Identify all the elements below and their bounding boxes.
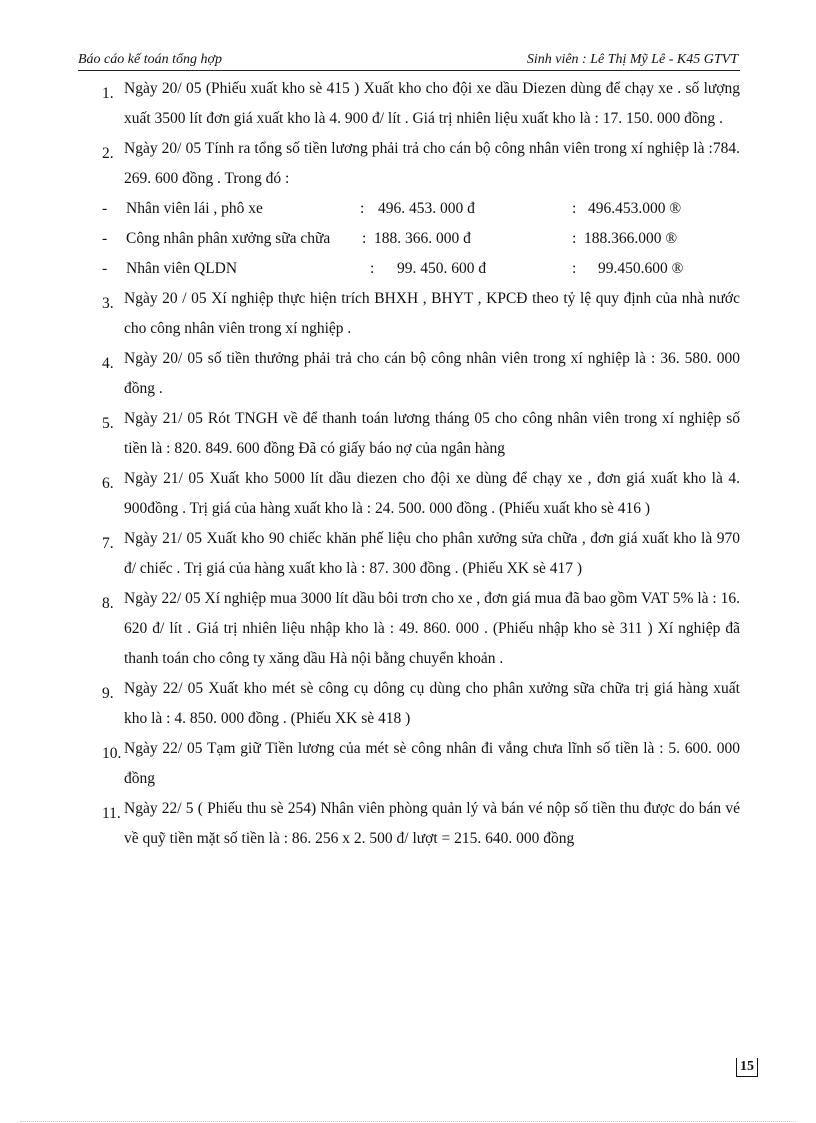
breakdown-amount-total: 99.450.600 ® [598, 260, 684, 277]
list-item [100, 584, 740, 674]
breakdown-colon: : [572, 260, 577, 277]
item-text: Ngày 22/ 05 Tạm giữ Tiền lương của mét sè công nhân đi vắng chưa lĩnh số tiền là : 5. 600. 000 đồng [124, 740, 740, 787]
breakdown-colon: : [370, 260, 375, 277]
item-text: Ngày 20 / 05 Xí nghiệp thực hiện trích BHXH , BHYT , KPCĐ theo tỷ lệ quy định của nhà nước cho công nhân viên trong xí nghiệp . [124, 290, 740, 337]
item-number: 5. [102, 415, 114, 432]
item-number: 3. [102, 295, 114, 312]
item-text: Ngày 20/ 05 (Phiếu xuất kho sè 415 ) Xuất kho cho đội xe dầu Diezen dùng để chạy xe . số lượng xuất 3500 lít đơn giá xuất kho là 4. 900 đ/ lít . Giá trị nhiên liệu xuất kho là : 17. 150. 000 đồng . [124, 80, 740, 127]
list-item [100, 524, 740, 584]
breakdown-colon: : [360, 200, 365, 217]
breakdown-amount-total: 496.453.000 ® [588, 200, 682, 217]
list-item [100, 344, 740, 404]
breakdown-colon: : [572, 200, 577, 217]
page-bottom-divider [20, 1121, 796, 1122]
breakdown-amount-total: 188.366.000 ® [584, 230, 678, 247]
list-item [100, 464, 740, 524]
report-title: Báo cáo kế toán tổng hợp [78, 52, 222, 67]
student-info: Sinh viên : Lê Thị Mỹ Lê - K45 GTVT [526, 52, 738, 67]
item-number: 6. [102, 475, 114, 492]
breakdown-amount: 99. 450. 600 đ [397, 260, 487, 277]
breakdown-amount: 496. 453. 000 đ [378, 200, 475, 217]
dash-bullet: - [102, 200, 108, 217]
breakdown-colon: : [362, 230, 367, 247]
item-number: 7. [102, 535, 114, 552]
breakdown-label: Nhân viên QLDN [126, 260, 238, 277]
item-text: Ngày 22/ 05 Xuất kho mét sè công cụ dông cụ dùng cho phân xưởng sữa chữa trị giá hàng xuất kho là : 4. 850. 000 đồng . (Phiếu XK sè 418 ) [124, 680, 740, 727]
list-item [100, 674, 740, 734]
item-number: 1. [102, 85, 114, 102]
dash-bullet: - [102, 260, 108, 277]
transaction-list [100, 74, 740, 854]
item-number: 9. [102, 685, 114, 702]
list-item [100, 794, 740, 854]
page-number: 15 [736, 1058, 758, 1077]
salary-breakdown [100, 194, 740, 284]
item-text: Ngày 22/ 5 ( Phiếu thu sè 254) Nhân viên phòng quản lý và bán vé nộp số tiền thu được do bán vé về quỹ tiền mặt số tiền là : 86. 256 x 2. 500 đ/ lượt = 215. 640. 000 đồng [124, 800, 740, 847]
item-text: Ngày 21/ 05 Rót TNGH về để thanh toán lương tháng 05 cho công nhân viên trong xí nghiệp số tiền là : 820. 849. 600 đồng Đã có giấy báo nợ của ngân hàng [124, 410, 740, 457]
list-item [100, 404, 740, 464]
item-text: Ngày 21/ 05 Xuất kho 90 chiếc khăn phế liệu cho phân xưởng sửa chữa , đơn giá xuất kho là 970 đ/ chiếc . Trị giá của hàng xuất kho là : 87. 300 đồng . (Phiếu XK sè 417 ) [124, 530, 740, 577]
breakdown-colon: : [572, 230, 577, 247]
item-text: Ngày 22/ 05 Xí nghiệp mua 3000 lít dầu bôi trơn cho xe , đơn giá mua đã bao gồm VAT 5% là : 16. 620 đ/ lít . Giá trị nhiên liệu nhập kho là : 49. 860. 000 . (Phiếu nhập kho sè 311 ) Xí nghiệp đã thanh toán cho công ty xăng dầu Hà nội bằng chuyển khoản . [124, 590, 740, 667]
list-item [100, 134, 740, 194]
item-number: 4. [102, 355, 114, 372]
breakdown-row [100, 254, 740, 284]
item-text: Ngày 21/ 05 Xuất kho 5000 lít dầu diezen cho đội xe dùng để chạy xe , đơn giá xuất kho là 4. 900đồng . Trị giá của hàng xuất kho là : 24. 500. 000 đồng . (Phiếu xuất kho sè 416 ) [124, 470, 740, 517]
list-item [100, 284, 740, 344]
breakdown-label: Nhân viên lái , phô xe [126, 200, 263, 217]
breakdown-row [100, 194, 740, 224]
item-text: Ngày 20/ 05 số tiền thưởng phải trả cho cán bộ công nhân viên trong xí nghiệp là : 36. 580. 000 đồng . [124, 350, 740, 397]
list-item [100, 734, 740, 794]
item-number: 11. [102, 805, 121, 822]
breakdown-amount: 188. 366. 000 đ [374, 230, 471, 247]
item-number: 8. [102, 595, 114, 612]
page-header [78, 50, 740, 71]
dash-bullet: - [102, 230, 108, 247]
item-number: 10. [102, 745, 122, 762]
list-item [100, 74, 740, 134]
breakdown-label: Công nhân phân xưởng sữa chữa [126, 230, 331, 247]
item-number: 2. [102, 145, 114, 162]
breakdown-row [100, 224, 740, 254]
item-text: Ngày 20/ 05 Tính ra tổng số tiền lương phải trả cho cán bộ công nhân viên trong xí nghiệp là :784. 269. 600 đồng . Trong đó : [124, 140, 740, 187]
